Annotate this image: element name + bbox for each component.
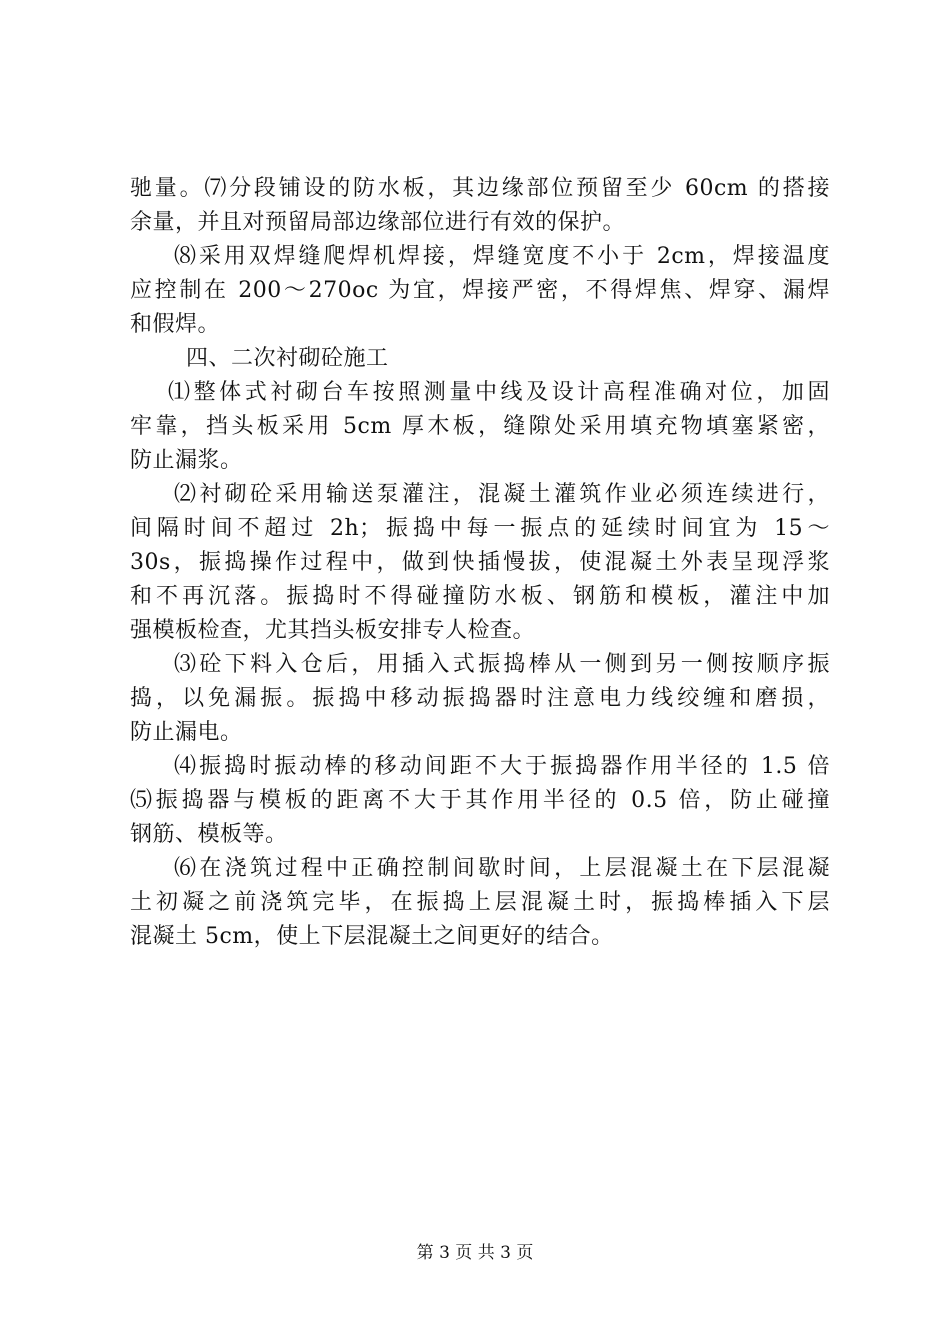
text-line: 防止漏浆。 xyxy=(130,448,243,473)
text-line: 余量，并且对预留局部边缘部位进行有效的保护。 xyxy=(130,210,626,235)
section-heading: 四、二次衬砌砼施工 xyxy=(186,346,389,371)
text-line: ⑻采用双焊缝爬焊机焊接，焊缝宽度不小于 2cm，焊接温度 xyxy=(174,244,830,269)
text-line: ⑸振捣器与模板的距离不大于其作用半径的 0.5 倍，防止碰撞 xyxy=(130,788,830,813)
text-line: 和不再沉落。振捣时不得碰撞防水板、钢筋和模板，灌注中加 xyxy=(130,584,830,609)
document-body xyxy=(130,172,830,954)
text-line: 驰量。⑺分段铺设的防水板，其边缘部位预留至少 60cm 的搭接 xyxy=(130,176,830,201)
text-line: 30s，振捣操作过程中，做到快插慢拔，使混凝土外表呈现浮浆 xyxy=(130,550,830,575)
text-line: 土初凝之前浇筑完毕，在振捣上层混凝土时，振捣棒插入下层 xyxy=(130,890,830,915)
text-line: ⑹在浇筑过程中正确控制间歇时间，上层混凝土在下层混凝 xyxy=(174,856,830,881)
text-line: ⑶砼下料入仓后，用插入式振捣棒从一侧到另一侧按顺序振 xyxy=(174,652,830,677)
text-line: 钢筋、模板等。 xyxy=(130,822,288,847)
text-line: ⑴整体式衬砌台车按照测量中线及设计高程准确对位，加固 xyxy=(168,380,830,405)
text-line: 防止漏电。 xyxy=(130,720,243,745)
text-line: 间隔时间不超过 2h；振捣中每一振点的延续时间宜为 15～ xyxy=(130,516,830,541)
text-line: ⑵衬砌砼采用输送泵灌注，混凝土灌筑作业必须连续进行， xyxy=(174,482,830,507)
page-number-footer: 第 3 页 共 3 页 xyxy=(416,1243,534,1263)
text-line: 捣，以免漏振。振捣中移动振捣器时注意电力线绞缠和磨损， xyxy=(130,686,830,711)
text-line: ⑷振捣时振动棒的移动间距不大于振捣器作用半径的 1.5 倍 xyxy=(174,754,830,779)
text-line: 应控制在 200～270oc 为宜，焊接严密，不得焊焦、焊穿、漏焊 xyxy=(130,278,830,303)
text-line: 强模板检查，尤其挡头板安排专人检查。 xyxy=(130,618,536,643)
text-line: 混凝土 5cm，使上下层混凝土之间更好的结合。 xyxy=(130,924,614,949)
text-line: 牢靠，挡头板采用 5cm 厚木板，缝隙处采用填充物填塞紧密， xyxy=(130,414,830,439)
text-line: 和假焊。 xyxy=(130,312,221,337)
